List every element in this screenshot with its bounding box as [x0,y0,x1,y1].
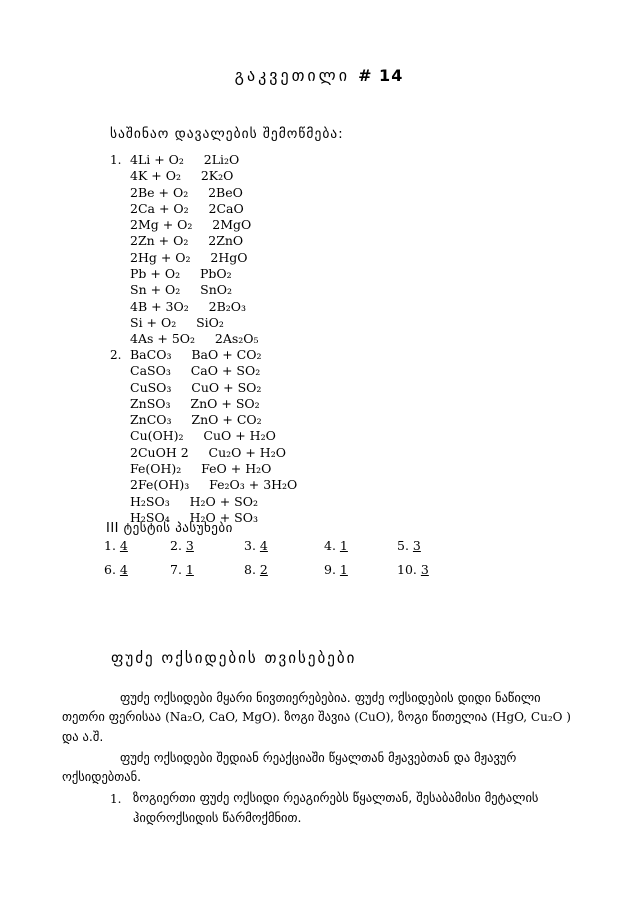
lesson-number: # 14 [358,66,404,85]
question-number: 9. [324,562,336,577]
answer-item [170,562,194,577]
reaction-line: ZnSO₃ ZnO + SO₂ [130,395,260,411]
reaction-line: CaSO₃ CaO + SO₂ [130,363,261,379]
reaction-line: ZnCO₃ ZnO + CO₂ [130,412,262,428]
reaction-line: 4Li + O₂ 2Li₂O [130,152,240,167]
answer-value: 2 [259,562,268,577]
text-span: (CuO), [354,710,395,724]
question-number: 2. [170,538,182,553]
answer-item [324,538,348,553]
question-number: 1. [104,538,116,553]
text-span: თეთრი ფერისაა [62,709,162,724]
test-answers-heading: III ტესტის პასუხები [106,521,233,536]
paragraph-line: ფუძე ოქსიდები შედიან რეაქციაში წყალთან მჟავებთან და მჟავურ [120,750,517,765]
reaction-line: 2Zn + O₂ 2ZnO [130,233,244,249]
reaction-line: 2Ca + O₂ 2CaO [130,200,244,216]
paragraph-line: და ა.შ. [62,729,104,744]
reaction-line: Cu(OH)₂ CuO + H₂O [130,428,276,444]
question-number: 10. [397,562,417,577]
text-span: ზოგი წითელია [398,709,488,724]
text-span: (HgO, Cu₂O ) [491,710,571,724]
paragraph-line: ოქსიდებთან. [62,769,142,784]
reaction-line: CuSO₃ CuO + SO₂ [130,379,262,395]
answers-row [104,538,544,562]
reaction-line: BaCO₃ BaO + CO₂ [130,347,262,362]
answer-value: 1 [339,562,348,577]
list-marker-1: 1. [110,153,122,167]
answer-item [244,562,268,577]
homework-heading: საშინაო დავალების შემოწმება: [110,126,344,142]
page-title [0,66,638,85]
title-text: გაკვეთილი [234,66,350,85]
answer-value: 4 [119,538,128,553]
list-marker-2: 2. [110,348,122,362]
section-heading: ფუძე ოქსიდების თვისებები [111,649,357,667]
reaction-line: 2Be + O₂ 2BeO [130,184,243,200]
answer-value: 1 [185,562,194,577]
answer-value: 4 [259,538,268,553]
reactions-list-2 [130,347,297,526]
answer-value: 3 [420,562,429,577]
answer-item [397,538,421,553]
answer-item [324,562,348,577]
reactions-list-1 [130,152,259,348]
reaction-line: Sn + O₂ SnO₂ [130,282,233,298]
reaction-line: 2Fe(OH)₃ Fe₂O₃ + 3H₂O [130,477,298,493]
reaction-line: 4K + O₂ 2K₂O [130,168,234,184]
answers-row [104,562,544,586]
question-number: 7. [170,562,182,577]
paragraph-line: ჰიდროქსიდის წარმოქმნით. [133,810,302,825]
answer-value: 4 [119,562,128,577]
reaction-line: Pb + O₂ PbO₂ [130,266,232,282]
reaction-line: H₂SO₄ H₂O + SO₃ [130,509,259,525]
answer-item [170,538,194,553]
answer-item [104,538,128,553]
question-number: 3. [244,538,256,553]
reaction-line: H₂SO₃ H₂O + SO₂ [130,493,259,509]
reaction-line: Fe(OH)₂ FeO + H₂O [130,461,272,477]
answer-item [104,562,128,577]
paragraph-line: ფუძე ოქსიდები მყარი ნივთიერებებია. ფუძე ოქსიდების დიდი ნაწილი [120,690,541,705]
reaction-line: Si + O₂ SiO₂ [130,314,224,330]
reaction-line: 2Mg + O₂ 2MgO [130,217,252,233]
paragraph-line: ზოგიერთი ფუძე ოქსიდი რეაგირებს წყალთან, შესაბამისი მეტალის [133,790,539,805]
answer-value: 1 [339,538,348,553]
text-span: (Na₂O, CaO, MgO). [165,710,281,724]
reaction-line: 2CuOH 2 Cu₂O + H₂O [130,444,286,460]
question-number: 6. [104,562,116,577]
answer-item [397,562,429,577]
answer-item [244,538,268,553]
reaction-line: 4As + 5O₂ 2As₂O₅ [130,331,259,347]
question-number: 4. [324,538,336,553]
list-marker: 1. [110,792,122,806]
answer-value: 3 [185,538,194,553]
answer-value: 3 [412,538,421,553]
question-number: 8. [244,562,256,577]
question-number: 5. [397,538,409,553]
paragraph-line [62,707,571,727]
text-span: ზოგი შავია [284,709,351,724]
reaction-line: 4B + 3O₂ 2B₂O₃ [130,298,247,314]
test-answers [104,538,544,586]
reaction-line: 2Hg + O₂ 2HgO [130,249,248,265]
